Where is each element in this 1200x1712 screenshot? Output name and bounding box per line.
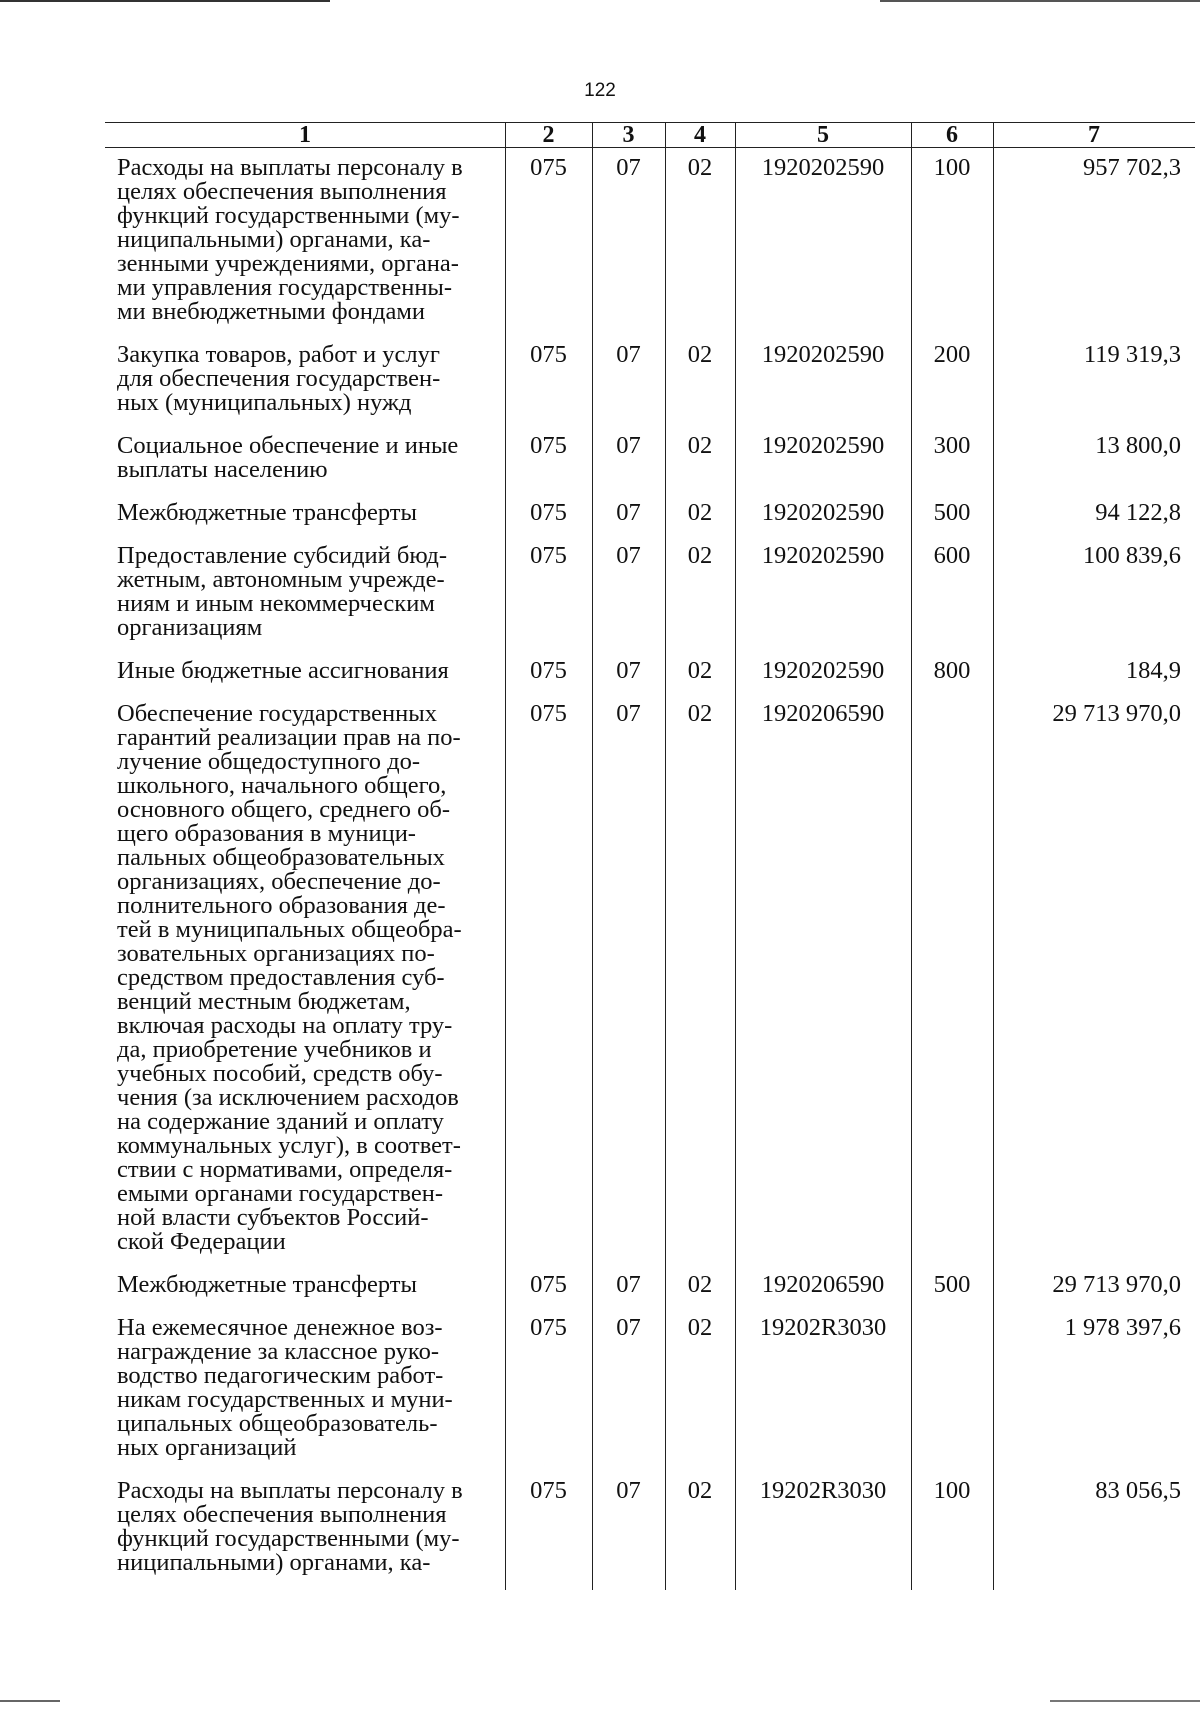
description-line: для обеспечения государствен- — [117, 365, 441, 392]
table-row — [105, 1273, 1195, 1316]
header-col-7: 7 — [1088, 121, 1100, 148]
description-line: Иные бюджетные ассигнования — [117, 657, 449, 684]
row-target-article: 1920202590 — [761, 432, 885, 459]
row-ministry-code: 075 — [530, 154, 567, 181]
description-line: венций местным бюджетам, — [117, 988, 411, 1015]
description-line: Обеспечение государственных — [117, 700, 437, 727]
table-row — [105, 343, 1195, 434]
description-line: Межбюджетные трансферты — [117, 499, 417, 526]
row-target-article: 19202R3030 — [759, 1477, 887, 1504]
row-section-code: 07 — [616, 1271, 641, 1298]
row-ministry-code: 075 — [530, 432, 567, 459]
table-row — [105, 702, 1195, 1273]
header-row — [105, 122, 1195, 147]
row-amount: 29 713 970,0 — [1052, 1271, 1181, 1298]
description-line: награждение за классное руко- — [117, 1338, 439, 1365]
row-description — [105, 501, 505, 544]
row-ministry-code: 075 — [530, 1314, 567, 1341]
description-line: организациях, обеспечение до- — [117, 868, 441, 895]
row-expense-type: 200 — [933, 341, 971, 368]
description-line: коммунальных услуг), в соответ- — [117, 1132, 461, 1159]
row-description — [105, 147, 505, 343]
description-line: да, приобретение учебников и — [117, 1036, 432, 1063]
row-section-code: 07 — [616, 154, 641, 181]
description-line: ниям и иным некоммерческим — [117, 590, 435, 617]
row-expense-type: 500 — [933, 499, 971, 526]
row-ministry-code: 075 — [530, 700, 567, 727]
row-section-code: 07 — [616, 700, 641, 727]
table-body — [105, 147, 1195, 1594]
row-target-article: 1920202590 — [761, 542, 885, 569]
row-subsection-code: 02 — [687, 154, 713, 181]
description-line: ниципальными) органами, ка- — [117, 226, 431, 253]
row-section-code: 07 — [616, 1477, 641, 1504]
description-line: пальных общеобразовательных — [117, 844, 445, 871]
row-expense-type: 100 — [933, 1477, 971, 1504]
row-section-code: 07 — [616, 341, 641, 368]
row-section-code: 07 — [616, 499, 641, 526]
description-line: ми управления государственны- — [117, 274, 453, 301]
row-description — [105, 1273, 505, 1316]
row-target-article: 1920202590 — [761, 657, 885, 684]
description-line: гарантий реализации прав на по- — [117, 724, 461, 751]
header-col-3: 3 — [622, 121, 635, 148]
page-number: 122 — [584, 80, 616, 101]
header-col-5: 5 — [817, 121, 829, 148]
description-line: щего образования в муници- — [117, 820, 416, 847]
row-amount: 957 702,3 — [1083, 154, 1181, 181]
description-line: Межбюджетные трансферты — [117, 1271, 417, 1298]
row-amount: 29 713 970,0 — [1052, 700, 1181, 727]
row-expense-type: 800 — [933, 657, 971, 684]
description-line: функций государственными (му- — [117, 202, 460, 229]
description-line: школьного, начального общего, — [117, 772, 447, 799]
row-amount: 184,9 — [1125, 657, 1181, 684]
table-header — [105, 122, 1195, 147]
description-line: емыми органами государствен- — [117, 1180, 444, 1207]
row-subsection-code: 02 — [687, 1314, 713, 1341]
header-col-2: 2 — [542, 121, 555, 148]
row-description — [105, 659, 505, 702]
row-section-code: 07 — [616, 432, 641, 459]
description-line: ствии с нормативами, определя- — [117, 1156, 453, 1183]
row-ministry-code: 075 — [530, 499, 567, 526]
row-amount: 119 319,3 — [1083, 341, 1181, 368]
description-line: основного общего, среднего об- — [117, 796, 451, 823]
row-subsection-code: 02 — [687, 499, 713, 526]
description-line: ных организаций — [117, 1434, 297, 1461]
row-description — [105, 1479, 505, 1594]
row-target-article: 1920206590 — [761, 1271, 885, 1298]
row-section-code: 07 — [616, 542, 641, 569]
row-ministry-code: 075 — [530, 1271, 567, 1298]
row-expense-type: 300 — [933, 432, 971, 459]
description-line: ской Федерации — [117, 1228, 286, 1255]
description-line: никам государственных и муни- — [117, 1386, 453, 1413]
row-expense-type — [911, 702, 993, 1273]
row-expense-type: 600 — [933, 542, 971, 569]
row-ministry-code: 075 — [530, 1477, 567, 1504]
row-section-code: 07 — [616, 657, 641, 684]
row-description — [105, 343, 505, 434]
table-row — [105, 1316, 1195, 1479]
row-section-code: 07 — [616, 1314, 641, 1341]
description-line: ных (муниципальных) нужд — [117, 389, 412, 416]
description-line: водство педагогическим работ- — [117, 1362, 444, 1389]
description-line: чения (за исключением расходов — [117, 1084, 459, 1111]
row-subsection-code: 02 — [687, 542, 713, 569]
description-line: Закупка товаров, работ и услуг — [117, 341, 440, 368]
row-target-article: 1920202590 — [761, 499, 885, 526]
budget-table — [105, 122, 1195, 1594]
row-description — [105, 1316, 505, 1479]
header-col-6: 6 — [946, 121, 958, 148]
row-amount: 13 800,0 — [1095, 432, 1181, 459]
table-row — [105, 501, 1195, 544]
description-line: ципальных общеобразователь- — [117, 1410, 438, 1437]
description-line: целях обеспечения выполнения — [117, 178, 447, 205]
row-expense-type: 100 — [933, 154, 971, 181]
row-target-article: 1920202590 — [761, 341, 885, 368]
table-row — [105, 1479, 1195, 1594]
row-ministry-code: 075 — [530, 657, 567, 684]
row-subsection-code: 02 — [687, 341, 713, 368]
row-amount: 1 978 397,6 — [1064, 1314, 1181, 1341]
description-line: зенными учреждениями, органа- — [117, 250, 459, 277]
table-row — [105, 147, 1195, 343]
description-line: тей в муниципальных общеобра- — [117, 916, 462, 943]
description-line: организациям — [117, 614, 263, 641]
row-description — [105, 434, 505, 501]
description-line: лучение общедоступного до- — [117, 748, 421, 775]
row-subsection-code: 02 — [687, 657, 713, 684]
scan-edge-bottom — [0, 1700, 1200, 1702]
row-amount: 83 056,5 — [1095, 1477, 1181, 1504]
row-description — [105, 702, 505, 1273]
description-line: учебных пособий, средств обу- — [117, 1060, 443, 1087]
header-col-1: 1 — [299, 121, 311, 148]
row-subsection-code: 02 — [687, 1271, 713, 1298]
row-target-article: 1920202590 — [761, 154, 885, 181]
description-line: ной власти субъектов Россий- — [117, 1204, 429, 1231]
description-line: Социальное обеспечение и иные — [117, 432, 459, 459]
description-line: Расходы на выплаты персоналу в — [117, 1477, 463, 1504]
row-ministry-code: 075 — [530, 341, 567, 368]
row-subsection-code: 02 — [687, 700, 713, 727]
header-col-4: 4 — [694, 121, 706, 148]
description-line: включая расходы на оплату тру- — [117, 1012, 453, 1039]
row-subsection-code: 02 — [687, 432, 713, 459]
row-description — [105, 544, 505, 659]
row-expense-type — [911, 1316, 993, 1479]
description-line: целях обеспечения выполнения — [117, 1501, 447, 1528]
row-subsection-code: 02 — [687, 1477, 713, 1504]
description-line: ми внебюджетными фондами — [117, 298, 425, 325]
description-line: средством предоставления суб- — [117, 964, 445, 991]
description-line: ниципальными) органами, ка- — [117, 1549, 431, 1576]
scan-edge-top — [0, 0, 1200, 2]
description-line: На ежемесячное денежное воз- — [117, 1314, 443, 1341]
row-target-article: 19202R3030 — [759, 1314, 887, 1341]
table-row — [105, 434, 1195, 501]
table-row — [105, 544, 1195, 659]
description-line: выплаты населению — [117, 456, 328, 483]
row-ministry-code: 075 — [530, 542, 567, 569]
description-line: зовательных организациях по- — [117, 940, 435, 967]
row-amount: 94 122,8 — [1095, 499, 1181, 526]
row-expense-type: 500 — [933, 1271, 971, 1298]
description-line: полнительного образования де- — [117, 892, 446, 919]
description-line: Предоставление субсидий бюд- — [117, 542, 448, 569]
table-row — [105, 659, 1195, 702]
description-line: на содержание зданий и оплату — [117, 1108, 444, 1135]
row-amount: 100 839,6 — [1083, 542, 1181, 569]
budget-table-container — [105, 122, 1195, 1590]
description-line: жетным, автономным учрежде- — [117, 566, 445, 593]
description-line: функций государственными (му- — [117, 1525, 460, 1552]
row-target-article: 1920206590 — [761, 700, 885, 727]
description-line: Расходы на выплаты персоналу в — [117, 154, 463, 181]
